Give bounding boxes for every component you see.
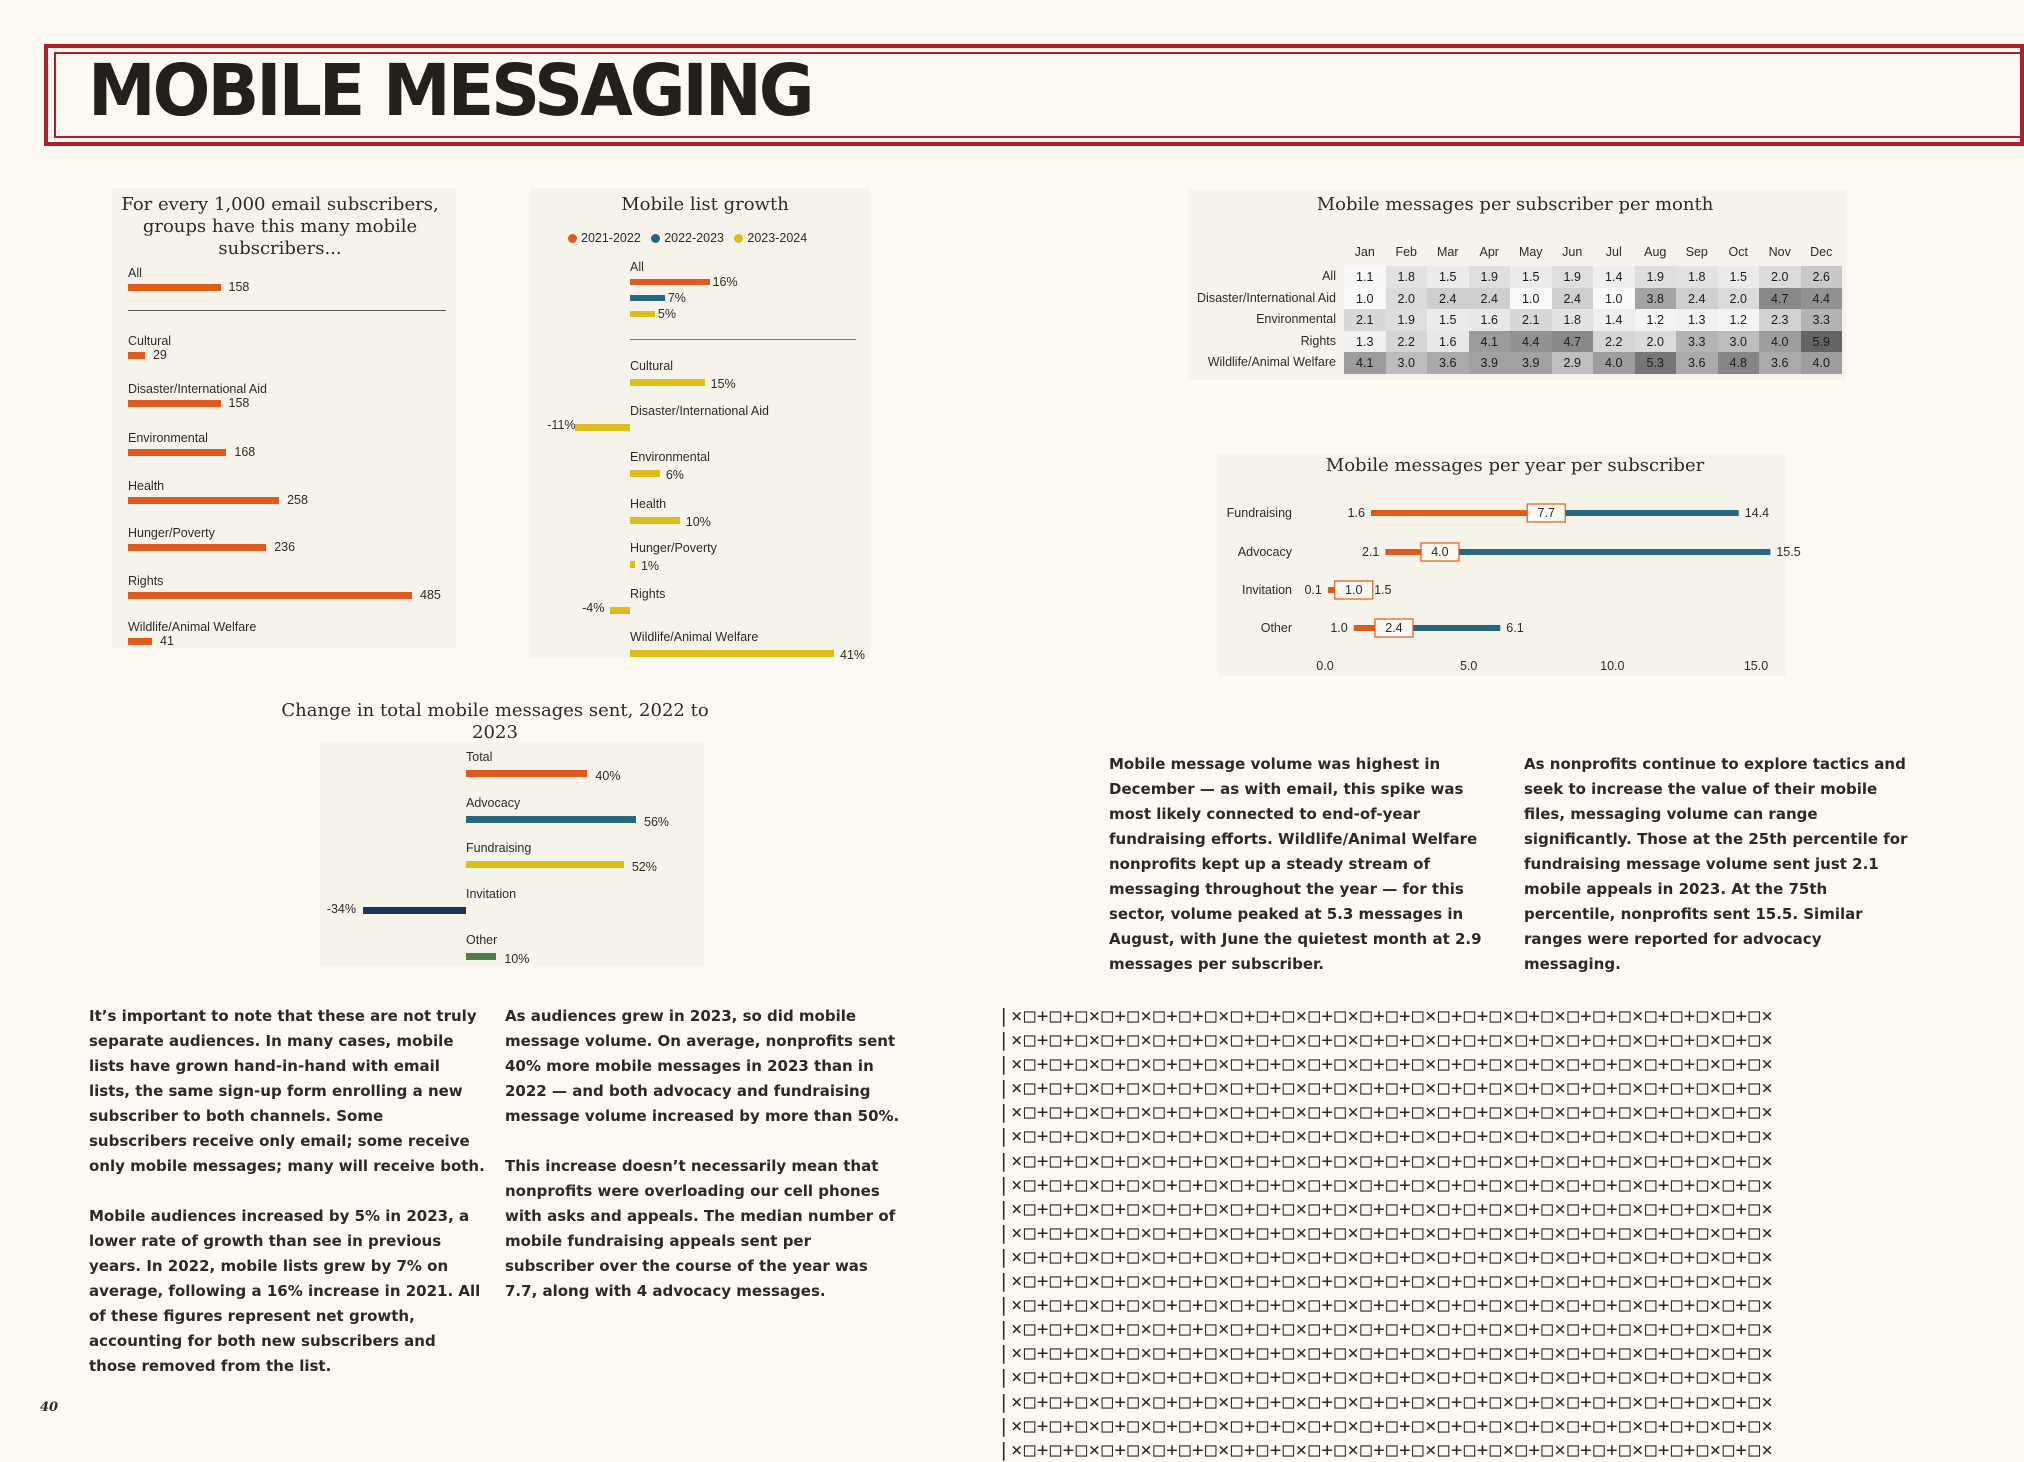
heatmap-cell: 3.6 [1759,352,1801,374]
category-label: Hunger/Poverty [630,541,717,555]
heatmap-cell: 1.9 [1635,266,1677,288]
low-label: 1.0 [1330,621,1348,635]
data-label: 15% [710,377,736,391]
heatmap-cell: 1.0 [1510,288,1552,310]
heatmap-cell: 1.2 [1718,309,1760,331]
heatmap-cell: 2.0 [1759,266,1801,288]
month-header: Apr [1479,245,1499,259]
heatmap-cell: 1.0 [1344,288,1386,310]
heatmap-cell: 3.9 [1469,352,1511,374]
text-column-2 [505,1004,905,1329]
category-label: Wildlife/Animal Welfare [630,630,759,644]
paragraph: It’s important to note that these are not truly separate audiences. In many cases, mobile lists have grown hand-in-hand with email lists, the same sign-up form enrolling a new subscriber to both channels. Some subscribers receive only email; some receive only mobile messages; many will receive both. [89,1007,485,1175]
data-label: 29 [152,348,167,362]
category-label: Cultural [630,359,674,373]
category-label: Wildlife/Animal Welfare [128,620,257,634]
category-label: Other [466,933,498,947]
legend-item-2023: 2023-2024 [734,231,807,245]
month-header: Feb [1395,245,1418,259]
category-label: Fundraising [466,841,532,855]
data-label: 236 [274,540,296,554]
data-label: -11% [547,418,576,432]
text-column-4 [1524,752,1919,1002]
heatmap-cell: 4.4 [1510,331,1552,353]
bar [363,907,466,914]
paragraph: Mobile message volume was highest in December — as with email, this spike was most likely connected to end-of-year fundraising efforts. Wildlife/Animal Welfare nonprofits kept up a steady stream of messaging throughout the year — for this sector, volume peaked at 5.3 messages in August, with June the quietest month at 2.9 messages per subscriber. [1109,755,1482,973]
axis-tick-label: 10.0 [1600,659,1625,673]
data-label: 10% [504,952,530,966]
heatmap-cell: 1.5 [1718,266,1760,288]
month-header: Nov [1768,245,1791,259]
category-label: All [630,260,644,274]
heatmap-cell: 2.6 [1801,266,1843,288]
category-label: Advocacy [466,796,521,810]
median-label: 2.4 [1385,621,1403,635]
row-label: Rights [1300,333,1336,348]
heatmap-cell: 1.0 [1593,288,1635,310]
median-label: 7.7 [1537,506,1555,520]
high-label: 14.4 [1744,506,1770,520]
heatmap-title: Mobile messages per subscriber per month [1316,194,1714,215]
low-label: 1.6 [1347,506,1365,520]
heatmap-cell: 1.2 [1635,309,1677,331]
data-label: 1% [640,559,660,573]
data-label: 6% [665,468,684,482]
heatmap-cell: 1.8 [1552,309,1594,331]
page-title: MOBILE MESSAGING [88,50,812,133]
category-label: Fundraising [1226,506,1292,520]
data-label: 158 [228,280,250,294]
row-label: Environmental [1256,312,1336,326]
heatmap-cell: 2.0 [1386,288,1428,310]
data-label: 485 [420,588,441,602]
heatmap-cell: 2.0 [1635,331,1677,353]
data-label: 56% [644,815,670,829]
median-label: 1.0 [1345,583,1363,597]
data-label: 41% [840,648,866,662]
heatmap-cell: 4.4 [1801,288,1843,310]
month-header: Jun [1562,245,1583,259]
heatmap-cell: 1.8 [1676,266,1718,288]
heatmap-cell: 3.0 [1386,352,1428,374]
row-label: Disaster/International Aid [1197,290,1336,305]
paragraph: This increase doesn’t necessarily mean that nonprofits were overloading our cell phones with asks and appeals. The median number of mobile fundraising appeals sent per subscriber over the course of the year was 7.7, along with 4 advocacy messages. [505,1157,896,1300]
data-label: 41 [160,634,174,648]
data-label: -4% [582,601,605,615]
category-label: Invitation [1241,583,1292,597]
heatmap-cell: 3.0 [1718,331,1760,353]
decorative-pattern: |×□+□+□×□+□×□+□+□×□+□+□×□+□×□+□+□×□+□+□×□+□×□+□+□×□+□+□×□+□× |×□+□+□×□+□×□+□+□×□+□+□×□+□×□+□+□×□+□+□×□+□×□+□+□×□+□+□×□+□× |×□+□+□×□+□×□+□+□×□+□+□×□+□×□+□+□×□+□+□×□+□×□+□+□×□+□+□×□+□× |×□+□+□×□+□×□+□+□×□+□+□×□+□×□+□+□×□+□+□×□+□×□+□+□×□+□+□×□+□× |×□+□+□×□+□×□+□+□×□+□+□×□+□×□+□+□×□+□+□×□+□×□+□+□×□+□+□×□+□× |×□+□+□×□+□×□+□+□×□+□+□×□+□×□+□+□×□+□+□×□+□×□+□+□×□+□+□×□+□× |×□+□+□×□+□×□+□+□×□+□+□×□+□×□+□+□×□+□+□×□+□×□+□+□×□+□+□×□+□× |×□+□+□×□+□×□+□+□×□+□+□×□+□×□+□+□×□+□+□×□+□×□+□+□×□+□+□×□+□× |×□+□+□×□+□×□+□+□×□+□+□×□+□×□+□+□×□+□+□×□+□×□+□+□×□+□+□×□+□× |×□+□+□×□+□×□+□+□×□+□+□×□+□×□+□+□×□+□+□×□+□×□+□+□×□+□+□×□+□× |×□+□+□×□+□×□+□+□×□+□+□×□+□×□+□+□×□+□+□×□+□×□+□+□×□+□+□×□+□× |×□+□+□×□+□×□+□+□×□+□+□×□+□×□+□+□×□+□+□×□+□×□+□+□×□+□+□×□+□× |×□+□+□×□+□×□+□+□×□+□+□×□+□×□+□+□×□+□+□×□+□×□+□+□×□+□+□×□+□× |×□+□+□×□+□×□+□+□×□+□+□×□+□×□+□+□×□+□+□×□+□×□+□+□×□+□+□×□+□× |×□+□+□×□+□×□+□+□×□+□+□×□+□×□+□+□×□+□+□×□+□×□+□+□×□+□+□×□+□× |×□+□+□×□+□×□+□+□×□+□+□×□+□×□+□+□×□+□+□×□+□×□+□+□×□+□+□×□+□× |×□+□+□×□+□×□+□+□×□+□+□×□+□×□+□+□×□+□+□×□+□×□+□+□×□+□+□×□+□× |×□+□+□×□+□×□+□+□×□+□+□×□+□×□+□+□×□+□+□×□+□×□+□+□×□+□+□×□+□× |×□+□+□×□+□×□+□+□×□+□+□×□+□×□+□+□×□+□+□×□+□×□+□+□×□+□+□×□+□× [998,1005,1775,1461]
bar [466,816,636,823]
data-label: 10% [685,515,711,529]
category-label: Disaster/International Aid [630,404,769,418]
low-label: 2.1 [1361,545,1380,559]
heatmap-cell: 1.6 [1427,331,1469,353]
high-label: 15.5 [1776,545,1801,559]
heatmap-cell: 1.5 [1510,266,1552,288]
heatmap-cell: 2.4 [1676,288,1718,310]
heatmap-cell: 4.1 [1469,331,1511,353]
legend-item-2021: 2021-2022 [568,231,641,245]
month-header: Dec [1810,245,1833,259]
heatmap-cell: 1.8 [1386,266,1428,288]
heatmap-cell: 2.2 [1593,331,1635,353]
paragraph: As audiences grew in 2023, so did mobile message volume. On average, nonprofits sent 40% more mobile messages in 2023 than in 2022 — and both advocacy and fundraising message volume increased by more than 50%. [505,1007,900,1125]
heatmap-cell: 4.8 [1718,352,1760,374]
category-label: Hunger/Poverty [128,526,215,540]
median-label: 4.0 [1431,545,1449,559]
heatmap-cell: 4.7 [1759,288,1801,310]
heatmap-cell: 3.6 [1427,352,1469,374]
heatmap-cell: 1.5 [1427,309,1469,331]
heatmap-cell: 1.1 [1344,266,1386,288]
month-header: Oct [1728,245,1748,259]
heatmap-cell: 3.3 [1676,331,1718,353]
text-column-1 [89,1004,485,1404]
low-label: 0.1 [1304,583,1322,597]
heatmap-cell: 2.3 [1759,309,1801,331]
row-label: Wildlife/Animal Welfare [1207,355,1336,369]
month-header: May [1518,245,1543,259]
heatmap-cell: 4.1 [1344,352,1386,374]
page-number: 40 [40,1400,59,1415]
heatmap-cell: 2.4 [1427,288,1469,310]
heatmap-cell: 5.3 [1635,352,1677,374]
category-label: Other [1260,621,1292,635]
heatmap-cell: 2.4 [1469,288,1511,310]
high-label: 1.5 [1374,583,1392,597]
heatmap-cell: 1.4 [1593,309,1635,331]
heatmap-cell: 2.9 [1552,352,1594,374]
heatmap-cell: 4.0 [1593,352,1635,374]
data-label: 158 [228,396,250,410]
month-header: Jan [1354,245,1375,259]
category-label: Cultural [128,334,172,348]
data-label: 16% [712,275,738,289]
category-label: Disaster/International Aid [128,382,267,396]
category-label: Rights [128,574,164,588]
category-label: Total [466,750,493,764]
heatmap-cell: 1.5 [1427,266,1469,288]
data-label: -34% [326,902,356,916]
axis-tick-label: 15.0 [1743,659,1769,673]
month-header: Jul [1605,245,1622,259]
heatmap-cell: 1.4 [1593,266,1635,288]
month-header: Aug [1644,245,1667,259]
heatmap-cell: 2.1 [1344,309,1386,331]
bar [466,770,587,777]
heatmap-cell: 1.3 [1344,331,1386,353]
heatmap-cell: 3.8 [1635,288,1677,310]
category-label: Rights [630,587,666,601]
heatmap-cell: 1.6 [1469,309,1511,331]
subs-chart-title: For every 1,000 email subscribers, groups have this many mobile subscribers... [121,194,439,259]
heatmap-cell: 4.0 [1759,331,1801,353]
heatmap-cell: 3.6 [1676,352,1718,374]
month-header: Mar [1436,245,1459,259]
axis-tick-label: 0.0 [1316,659,1334,673]
growth-chart-title: Mobile list growth [621,194,789,215]
category-label: Invitation [466,887,517,901]
data-label: 40% [595,769,621,783]
paragraph: Mobile audiences increased by 5% in 2023, a lower rate of growth than see in previous years. In 2022, mobile lists grew by 7% on average, following a 16% increase in 2021. All of these figures represent net growth, accounting for both new subscribers and those removed from the list. [89,1207,481,1375]
data-label: 258 [287,493,308,507]
category-label: Environmental [630,450,710,464]
data-label: 5% [657,307,676,321]
change-title: Change in total mobile messages sent, 2022 to 2023 [281,700,709,743]
row-label: All [1322,269,1336,283]
legend-item-2022: 2022-2023 [651,231,724,245]
data-label: 7% [667,291,686,305]
heatmap-cell: 4.7 [1552,331,1594,353]
category-label: All [128,266,142,280]
range-chart [0,0,2010,700]
month-header: Sep [1685,245,1708,259]
category-label: Health [630,497,667,511]
bar [466,861,624,868]
heatmap-cell: 2.1 [1510,309,1552,331]
paragraph: As nonprofits continue to explore tactics and seek to increase the value of their mobile files, messaging volume can range significantly. Those at the 25th percentile for fundraising message volume sent just 2.1 mobile appeals in 2023. At the 75th percentile, nonprofits sent 15.5. Similar ranges were reported for advocacy messaging. [1524,755,1908,973]
heatmap-cell: 4.0 [1801,352,1843,374]
high-label: 6.1 [1506,621,1524,635]
heatmap-cell: 2.0 [1718,288,1760,310]
axis-tick-label: 5.0 [1459,659,1478,673]
heatmap-cell: 5.9 [1801,331,1843,353]
bar [466,953,496,960]
data-label: 52% [631,860,657,874]
heatmap-cell: 2.4 [1552,288,1594,310]
text-column-3 [1109,752,1504,1002]
data-label: 168 [234,445,256,459]
heatmap-cell: 1.9 [1386,309,1428,331]
heatmap-cell: 1.9 [1552,266,1594,288]
heatmap-cell: 3.9 [1510,352,1552,374]
heatmap-cell: 1.9 [1469,266,1511,288]
category-label: Environmental [128,431,208,445]
heatmap-cell: 3.3 [1801,309,1843,331]
heatmap-cell: 1.3 [1676,309,1718,331]
category-label: Advocacy [1237,545,1292,559]
heatmap-cell: 2.2 [1386,331,1428,353]
category-label: Health [128,479,165,493]
range-title: Mobile messages per year per subscriber [1325,455,1705,476]
